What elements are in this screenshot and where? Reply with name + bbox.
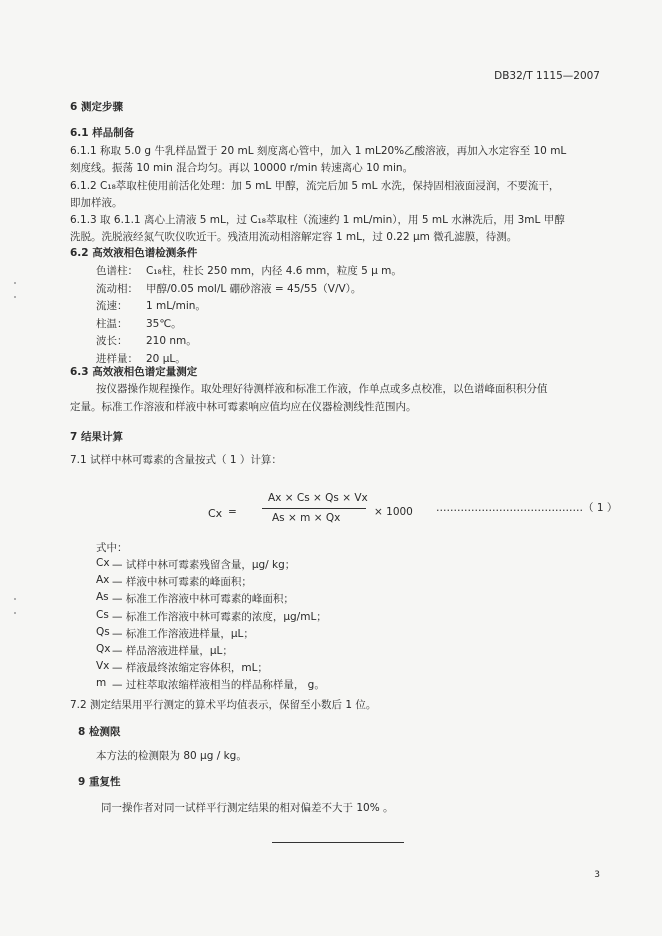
section-6-heading: 6 测定步骤 (70, 101, 123, 113)
condition-label: 流动相： (96, 282, 138, 295)
section-8-heading: 8 检测限 (78, 726, 121, 738)
scan-artifact (14, 282, 16, 284)
definition-text: — 样液最终浓缩定容体积，mL； (112, 662, 268, 675)
standard-number-header: DB32/T 1115—2007 (494, 70, 600, 82)
section-6-3-heading: 6.3 高效液相色谱定量测定 (70, 366, 198, 378)
formula-number: ……………………………………（ 1 ） (436, 502, 618, 514)
where-label: 式中： (96, 542, 128, 554)
definition-symbol: Qx (96, 643, 111, 655)
para-6-1-3-line2: 洗脱。洗脱液经氮气吹仪吹近干。残渣用流动相溶解定容 1 mL，过 0.22 μm 微孔滤膜，待测。 (70, 231, 518, 243)
para-8: 本方法的检测限为 80 μg / kg。 (96, 750, 247, 762)
formula-lhs: Cx (208, 507, 223, 520)
definition-symbol: Cx (96, 557, 110, 569)
condition-label: 流速： (96, 300, 128, 312)
definition-text: — 过柱萃取浓缩样液相当的样品称样量， g。 (112, 679, 325, 692)
section-6-2-heading: 6.2 高效液相色谱检测条件 (70, 247, 198, 259)
condition-value: C₁₈柱，柱长 250 mm，内径 4.6 mm，粒度 5 μ m。 (146, 265, 402, 277)
para-6-3-line1: 按仪器操作规程操作。取处理好待测样液和标准工作液，作单点或多点校准，以色谱峰面积积分值 (96, 383, 548, 395)
section-6-1-heading: 6.1 样品制备 (70, 127, 135, 139)
para-6-3-line2: 定量。标准工作溶液和样液中林可霉素响应值均应在仪器检测线性范围内。 (70, 401, 417, 413)
para-7-1: 7.1 试样中林可霉素的含量按式（ 1 ）计算： (70, 454, 282, 466)
condition-label: 波长： (96, 335, 128, 347)
condition-value: 甲醇/0.05 mol/L 硼砂溶液 = 45/55（V/V）。 (146, 282, 362, 295)
definition-symbol: Vx (96, 660, 110, 673)
page-number: 3 (594, 870, 600, 880)
condition-value: 20 μL。 (146, 352, 186, 365)
definition-text: — 标准工作溶液中林可霉素的浓度，μg/mL； (112, 610, 327, 623)
condition-label: 色谱柱： (96, 265, 138, 277)
formula-numerator: Ax × Cs × Qs × Vx (268, 492, 368, 504)
definition-symbol: Qs (96, 625, 110, 638)
definition-symbol: Cs (96, 608, 109, 621)
para-6-1-1-line2: 刻度线。振荡 10 min 混合均匀。再以 10000 r/min 转速离心 10 min。 (70, 162, 414, 174)
para-6-1-3-line1: 6.1.3 取 6.1.1 离心上清液 5 mL，过 C₁₈萃取柱（流速约 1 mL/min），用 5 mL 水淋洗后，用 3mL 甲醇 (70, 214, 565, 226)
definition-symbol: As (96, 591, 109, 604)
para-9: 同一操作者对同一试样平行测定结果的相对偏差不大于 10% 。 (101, 802, 394, 814)
definition-text: — 标准工作溶液中林可霉素的峰面积； (112, 593, 294, 606)
formula-equals: = (228, 506, 237, 518)
condition-value: 35℃。 (146, 317, 182, 330)
definition-text: — 样品溶液进样量，μL； (112, 645, 233, 657)
scan-artifact (14, 612, 16, 614)
para-6-1-2-line2: 即加样液。 (70, 197, 123, 209)
definition-text: — 样液中林可霉素的峰面积； (112, 576, 252, 589)
formula-denominator: As × m × Qx (272, 512, 341, 524)
formula-multiplier: × 1000 (374, 506, 413, 518)
condition-value: 1 mL/min。 (146, 300, 206, 312)
condition-label: 进样量： (96, 352, 138, 365)
condition-value: 210 nm。 (146, 335, 197, 347)
end-rule (272, 842, 404, 843)
condition-label: 柱温： (96, 317, 128, 330)
definition-text: — 试样中林可霉素残留含量，μg/ kg； (112, 559, 296, 571)
section-9-heading: 9 重复性 (78, 776, 121, 788)
section-7-heading: 7 结果计算 (70, 431, 123, 443)
scan-artifact (14, 598, 16, 600)
para-7-2: 7.2 测定结果用平行测定的算术平均值表示，保留至小数后 1 位。 (70, 699, 377, 711)
para-6-1-2-line1: 6.1.2 C₁₈萃取柱使用前活化处理：加 5 mL 甲醇，流完后加 5 mL 水洗，保持固相液面浸润，不要流干， (70, 180, 560, 192)
definition-symbol: m (96, 677, 107, 690)
scan-artifact (14, 296, 16, 298)
para-6-1-1-line1: 6.1.1 称取 5.0 g 牛乳样品置于 20 mL 刻度离心管中，加入 1 mL20%乙酸溶液，再加入水定容至 10 mL (70, 145, 567, 157)
definition-text: — 标准工作溶液进样量，μL； (112, 627, 254, 640)
formula-fraction-bar (262, 508, 366, 509)
definition-symbol: Ax (96, 574, 110, 587)
